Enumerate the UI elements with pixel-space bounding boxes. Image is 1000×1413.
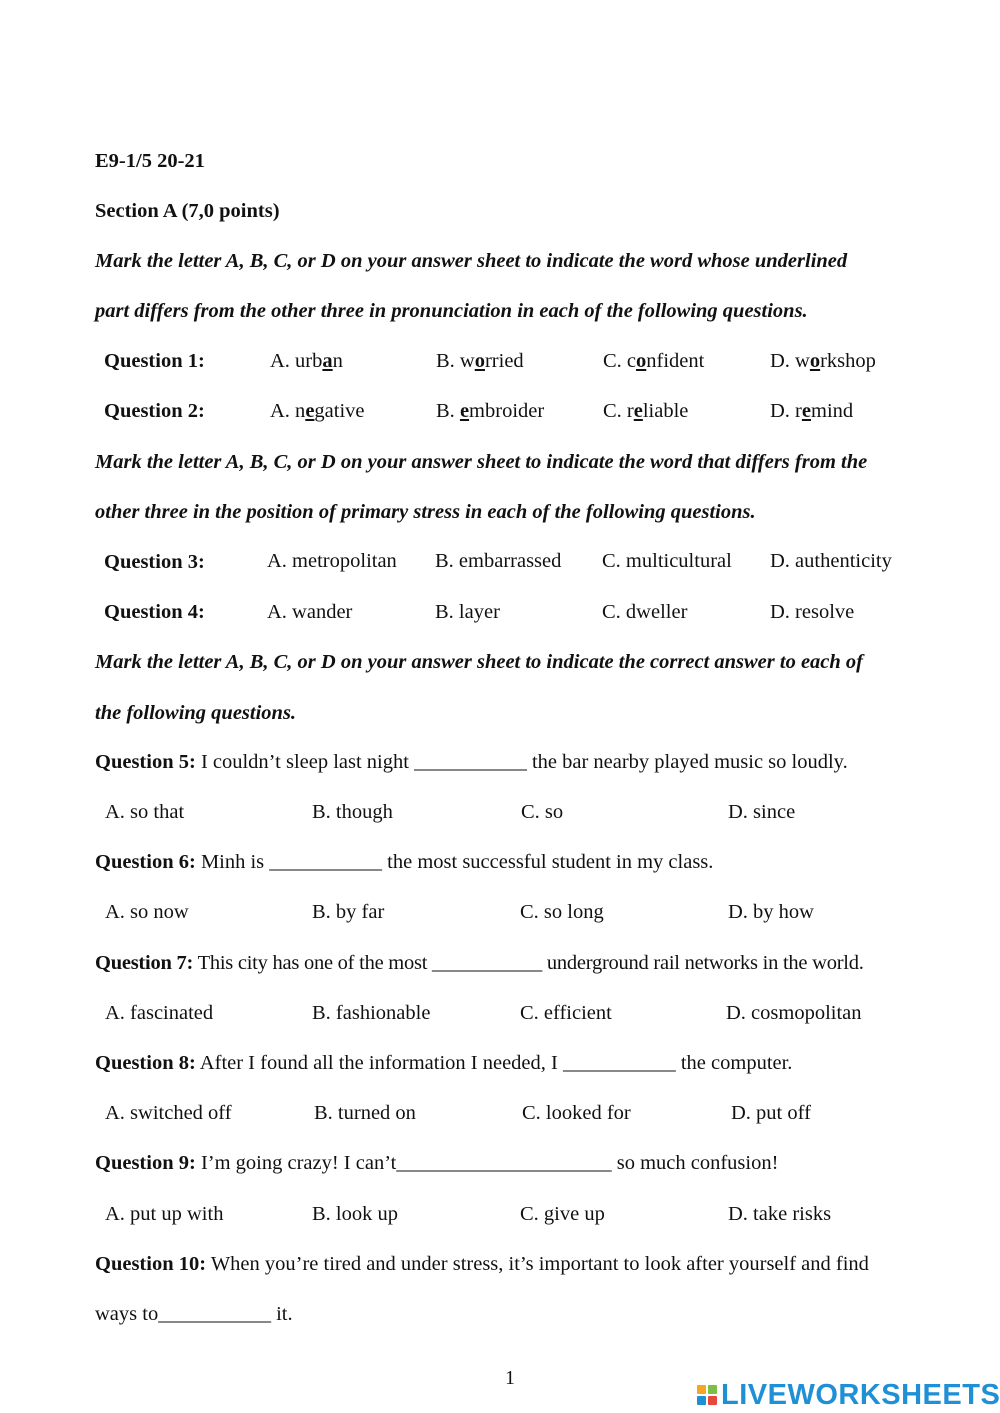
question-4-option-c[interactable]: C. dweller [602,601,688,623]
question-6-option-d[interactable]: D. by how [728,901,814,923]
question-5-stem [95,752,848,773]
question-5-option-c[interactable]: C. so [521,801,564,823]
question-8-label: Question 8: [95,1052,196,1074]
question-9-text: I’m going crazy! I can’t_____________________ so much confusion! [195,1152,779,1174]
question-9-option-a[interactable]: A. put up with [105,1203,224,1225]
question-10-label: Question 10: [95,1253,207,1275]
instruction-stress-line2: other three in the position of primary stress in each of the following questions. [95,501,756,523]
question-4-option-b[interactable]: B. layer [435,601,500,623]
question-2-option-a[interactable]: A. negative [270,400,365,422]
question-5-label: Question 5: [95,751,196,773]
question-3-option-b[interactable]: B. embarrassed [435,550,562,572]
question-8-option-d[interactable]: D. put off [731,1102,811,1124]
question-9-option-c[interactable]: C. give up [520,1203,605,1225]
section-title: Section A (7,0 points) [95,200,280,222]
liveworksheets-logo[interactable] [697,1378,1000,1412]
question-10-text: When you’re tired and under stress, it’s important to look after yourself and find [206,1253,869,1275]
question-7-option-b[interactable]: B. fashionable [312,1002,431,1024]
question-4-label: Question 4: [104,601,205,623]
question-7-label: Question 7: [95,952,194,974]
question-9-option-b[interactable]: B. look up [312,1203,398,1225]
question-8-stem [95,1053,792,1074]
question-8-option-a[interactable]: A. switched off [105,1102,232,1124]
question-1-label: Question 1: [104,350,205,372]
question-8-option-b[interactable]: B. turned on [314,1102,416,1124]
question-10-stem-continued: ways to___________ it. [95,1303,293,1325]
question-6-stem [95,852,713,873]
question-6-text: Minh is ___________ the most successful student in my class. [195,851,714,873]
question-6-option-a[interactable]: A. so now [105,901,189,923]
question-9-option-d[interactable]: D. take risks [728,1203,832,1225]
instruction-pronunciation-line1: Mark the letter A, B, C, or D on your answer sheet to indicate the word whose underlined [95,250,848,272]
worksheet-code: E9-1/5 20-21 [95,150,205,172]
question-7-text: This city has one of the most ___________ underground rail networks in the world. [193,952,864,974]
question-8-option-c[interactable]: C. looked for [522,1102,631,1124]
question-1-option-c[interactable]: C. confident [603,350,705,372]
question-7-option-c[interactable]: C. efficient [520,1002,612,1024]
question-10-stem [95,1254,869,1275]
question-7-option-d[interactable]: D. cosmopolitan [726,1002,862,1024]
question-9-label: Question 9: [95,1152,196,1174]
question-2-option-c[interactable]: C. reliable [603,400,689,422]
logo-text: LIVEWORKSHEETS [721,1378,1000,1411]
question-3-label: Question 3: [104,551,205,573]
instruction-pronunciation-line2: part differs from the other three in pronunciation in each of the following questions. [95,300,808,322]
question-1-option-d[interactable]: D. workshop [770,350,876,372]
instruction-correct-line1: Mark the letter A, B, C, or D on your answer sheet to indicate the correct answer to each of [95,651,864,673]
instruction-stress-line1: Mark the letter A, B, C, or D on your answer sheet to indicate the word that differs from the [95,451,868,473]
question-3-option-a[interactable]: A. metropolitan [267,550,397,572]
question-1-option-b[interactable]: B. worried [436,350,524,372]
question-6-option-c[interactable]: C. so long [520,901,604,923]
logo-mark-icon [697,1385,717,1405]
question-4-option-a[interactable]: A. wander [267,601,353,623]
question-3-option-d[interactable]: D. authenticity [770,550,892,572]
question-7-option-a[interactable]: A. fascinated [105,1002,214,1024]
question-8-text: After I found all the information I needed, I ___________ the computer. [195,1052,793,1074]
question-6-option-b[interactable]: B. by far [312,901,385,923]
instruction-correct-line2: the following questions. [95,702,297,724]
question-6-label: Question 6: [95,851,196,873]
question-5-option-d[interactable]: D. since [728,801,796,823]
question-2-option-b[interactable]: B. embroider [436,400,545,422]
question-7-stem [95,953,864,974]
question-4-option-d[interactable]: D. resolve [770,601,855,623]
question-5-option-a[interactable]: A. so that [105,801,185,823]
question-3-option-c[interactable]: C. multicultural [602,550,732,572]
question-5-text: I couldn’t sleep last night ___________ the bar nearby played music so loudly. [195,751,848,773]
page-number: 1 [505,1367,515,1389]
question-5-option-b[interactable]: B. though [312,801,393,823]
question-9-stem [95,1153,778,1174]
question-2-label: Question 2: [104,400,205,422]
question-2-option-d[interactable]: D. remind [770,400,854,422]
question-1-option-a[interactable]: A. urban [270,350,343,372]
